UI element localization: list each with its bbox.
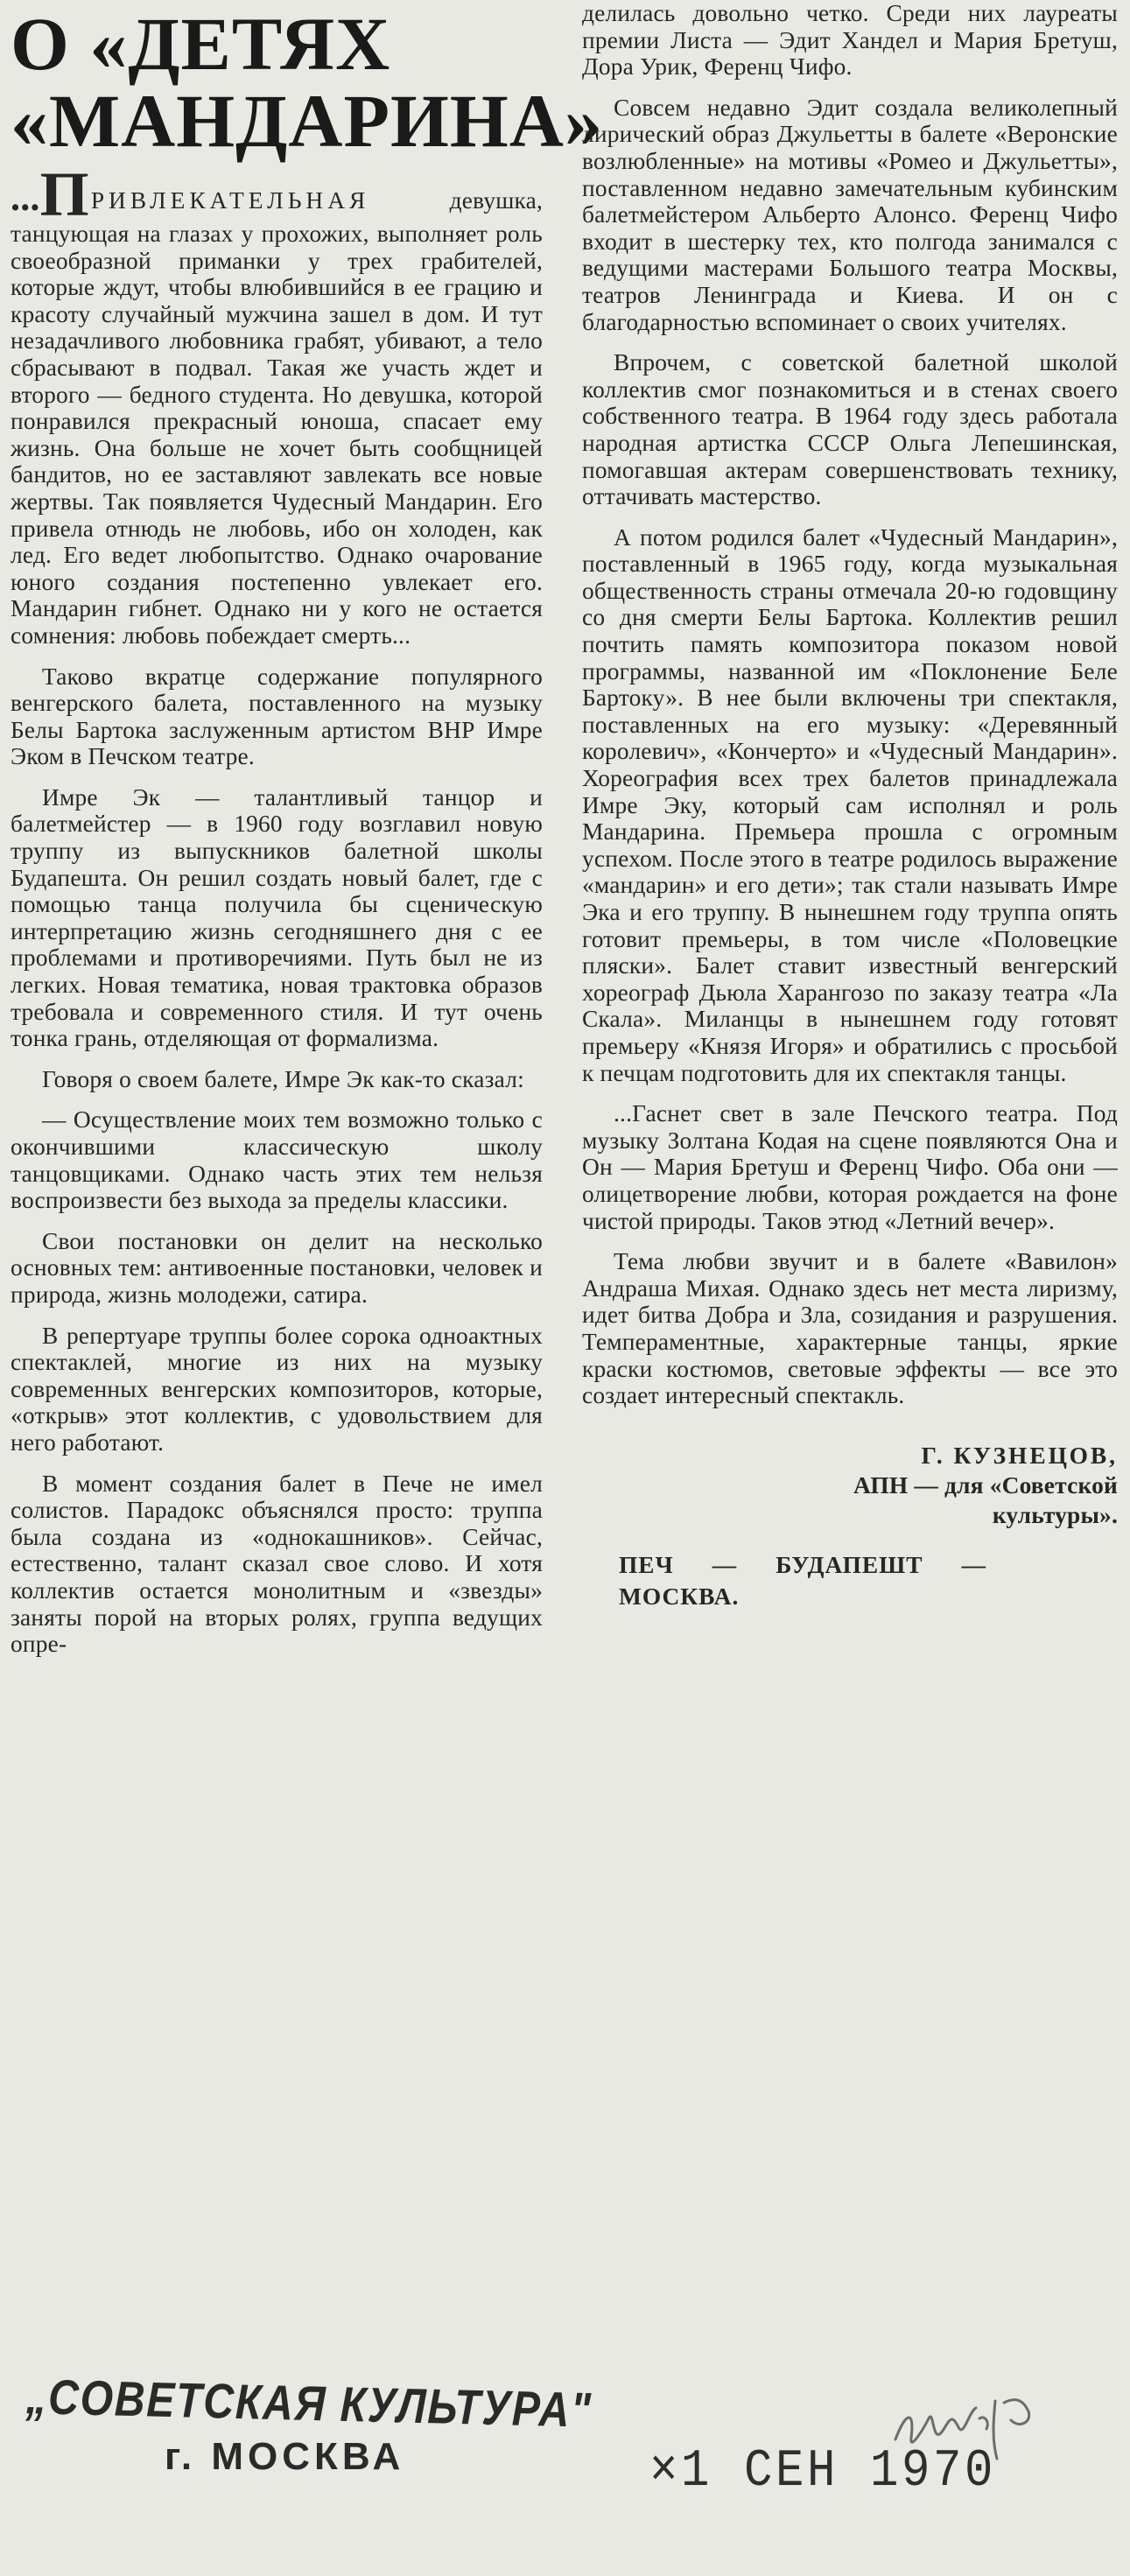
- paragraph-r6: Тема любви звучит и в балете «Вавилон» Андраша Михая. Однако здесь нет места лиризму, идет битва Добра и Зла, созидания и разрушения. Темпераментные, характерные танцы, яркие краски костюмов, световые эффекты — все это создает интересный спектакль.: [582, 1248, 1118, 1409]
- paragraph-r2: Совсем недавно Эдит создала великолепный лирический образ Джульетты в балете «Веронские возлюбленные» на мотивы «Ромео и Джульетты», поставленном недавно замечательным кубинским балетмейстером Альберто Алонсо. Ференц Чифо входит в шестерку тех, кто полгода занимался с ведущими мастерами Большого театра Москвы, театров Ленинграда и Киева. И он с благодарностью вспоминает о своих учителях.: [582, 94, 1118, 335]
- paragraph-3: Имре Эк — талантливый танцор и балетмейстер — в 1960 году возглавил новую труппу из выпускников балетной школы Будапешта. Он решил создать новый балет, где с помощью танца получила бы сценическую интерпретацию жизнь сегодняшнего дня с ее проблемами и противоречиями. Путь был не из легких. Новая тематика, новая трактовка образов требовала и современного стиля. И тут очень тонка грань, отделяющая от формализма.: [11, 783, 543, 1052]
- newspaper-stamp: [25, 2368, 593, 2499]
- headline-line-1: О «ДЕТЯХ: [11, 2, 391, 86]
- headline-line-2: «МАНДАРИНА»: [11, 79, 603, 163]
- byline: [582, 1441, 1118, 1530]
- drop-cap: П: [39, 159, 89, 229]
- lead-text: девушка, танцующая на глазах у прохожих, выполняет роль своеобразной приманки у трех грабителей, которые ждут, чтобы влюбившийся в ее грацию и красоту случайный мужчина зашел в дом. И тут незадачливого любовника грабят, убивают, а тело сбрасывают в подвал. Такая же участь ждет и второго — бедного студента. Но девушка, которой понравился прекрасный юноша, спасает ему жизнь. Она больше не хочет быть сообщницей бандитов, но ее заставляют завлекать все новые жертвы. Так появляется Чудесный Мандарин. Его привела отнюдь не любовь, ибо он холоден, как лед. Его ведет любопытство. Однако очарование юного создания постепенно увлекает его. Мандарин гибнет. Однако ни у кого не остается сомнения: любовь побеждает смерть...: [11, 187, 543, 649]
- agency-line-2: культуры».: [992, 1501, 1118, 1528]
- left-column: [11, 0, 603, 1672]
- paragraph-4: Говоря о своем балете, Имре Эк как-то сказал:: [42, 1065, 524, 1092]
- right-column: [582, 0, 1118, 1612]
- agency-line-1: АПН — для «Советской: [853, 1471, 1118, 1499]
- author-name: Г. КУЗНЕЦОВ,: [921, 1442, 1118, 1469]
- lead-ellipsis: ...: [11, 176, 40, 219]
- paragraph-r5: ...Гаснет свет в зале Печского театра. Под музыку Золтана Кодая на сцене появляются Она и Он — Мария Бретуш и Ференц Чифо. Оба они — олицетворение любви, которая рождается на фоне чистой природы. Таков этюд «Летний вечер».: [582, 1100, 1118, 1234]
- lead-spaced-word: РИВЛЕКАТЕЛЬНАЯ: [90, 187, 370, 214]
- headline: [11, 2, 603, 163]
- paragraph-5: — Осуществление моих тем возможно только с окончившими классическую школу танцовщиками. Однако часть этих тем нельзя воспроизвести без выхода за пределы классики.: [11, 1106, 543, 1214]
- paragraph-7: В репертуаре труппы более сорока одноактных спектаклей, многие из них на музыку современных венгерских композиторов, которые, «открыв» этот коллектив, с удовольствием для него работают.: [11, 1322, 543, 1456]
- paragraph-r4: А потом родился балет «Чудесный Мандарин», поставленный в 1965 году, когда музыкальная общественность страны отмечала 20-ю годовщину со дня смерти Белы Бартока. Коллектив решил почтить память композитора показом новой программы, названной им «Поклонение Беле Бартоку». В нее были включены три спектакля, поставленных на его музыку: «Деревянный королевич», «Кончерто» и «Чудесный Мандарин». Хореография всех трех балетов принадлежала Имре Эку, который сам исполнял и роль Мандарина. Премьера прошла с огромным успехом. После этого в театре родилось выражение «мандарин» и его дети»; так стали называть Имре Эка и его труппу. В нынешнем году труппа опять готовит премьеры, в том числе «Половецкие пляски». Балет ставит известный венгерский хореограф Дьюла Харангозо по заказу театра «Ла Скала». Миланцы в нынешнем году готовят премьеру «Князя Игоря» и обратились с просьбой к печцам подготовить для их спектакля танцы.: [582, 523, 1118, 1086]
- paragraph-2: Таково вкратце содержание популярного венгерского балета, поставленного на музыку Белы Бартока заслуженным артистом ВНР Имре Эком в Печском театре.: [11, 663, 543, 770]
- paragraph-8: В момент создания балет в Пече не имел солистов. Парадокс объяснялся просто: труппа была создана из «однокашников». Сейчас, естественно, талант сказал свое слово. И хотя коллектив остается монолитным и «звезды» заняты порой на вторых ролях, группа ведущих опре-: [11, 1470, 543, 1658]
- stamp-newspaper-name: „СОВЕТСКАЯ КУЛЬТУРА": [25, 2368, 593, 2438]
- lead-paragraph: [11, 159, 543, 649]
- paragraph-6: Свои постановки он делит на несколько основных тем: антивоенные постановки, человек и природа, жизнь молодежи, сатира.: [11, 1227, 543, 1308]
- dateline-place: ПЕЧ — БУДАПЕШТ — МОСКВА.: [619, 1551, 986, 1610]
- date-stamp: ×1 СЕН 1970: [649, 2442, 997, 2502]
- paragraph-r1: делилась довольно четко. Среди них лауреаты премии Листа — Эдит Хандел и Мария Бретуш, Дора Урик, Ференц Чифо.: [582, 0, 1118, 81]
- paragraph-r3: Впрочем, с советской балетной школой коллектив смог познакомиться и в стенах своего собственного театра. В 1964 году здесь работала народная артистка СССР Ольга Лепешинская, помогавшая актерам совершенствовать технику, оттачивать мастерство.: [582, 349, 1118, 510]
- stamp-city: г. МОСКВА: [165, 2435, 405, 2478]
